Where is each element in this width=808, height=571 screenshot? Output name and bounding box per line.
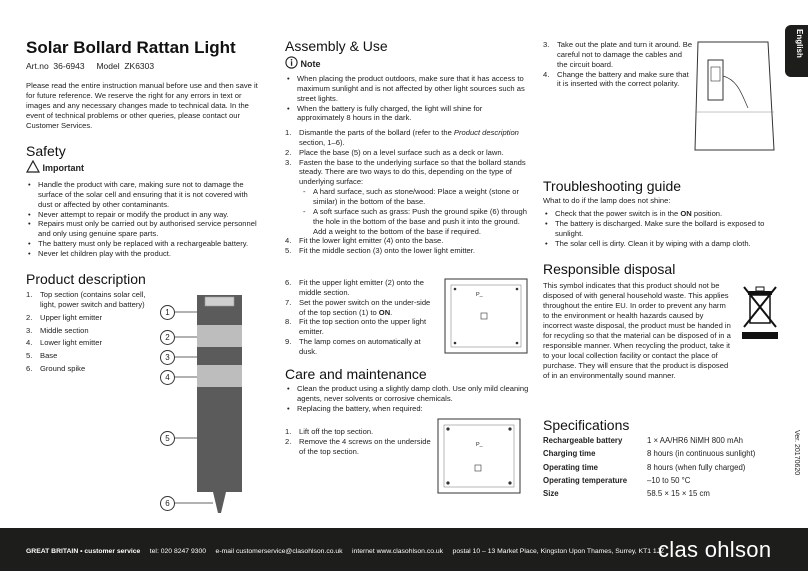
list-item: • Replacing the battery, when required: — [285, 404, 530, 414]
list-item: - A hard surface, such as stone/wood: Place a weight (stone or similar) in the bottom of the base. — [299, 187, 527, 207]
list-item: 5. Fit the middle section (3) onto the lower light emitter. — [285, 246, 476, 256]
list-item: 4. Lower light emitter — [26, 338, 103, 348]
battery-steps — [543, 40, 693, 89]
switch-diagram-label: P_ — [476, 292, 483, 298]
product-heading: Product description — [26, 271, 146, 287]
callout-3: 3 — [160, 350, 175, 365]
list-item: • When placing the product outdoors, make sure that it has access to maximum sunlight and is not affected by other light sources such as street lights. — [285, 74, 525, 104]
list-item: • Handle the product with care, making sure not to damage the surface of the solar cell and ensuring that it is not covered with dust or affected by other contaminants. — [26, 180, 262, 210]
list-item: 1. Dismantle the parts of the bollard (refer to the Product description section, 1–6). — [285, 128, 519, 147]
list-item: • Clean the product using a slightly damp cloth. Use only mild cleaning agents, never solvents or corrosive chemicals. — [285, 384, 530, 404]
footer-contact: GREAT BRITAIN • customer service tel: 020 8247 9300 e-mail customerservice@clasohlson.co.uk internet www.clasohlson.co.uk postal 10 – 13 Market Place, Kingston Upon Thames, Surrey, KT1 1JZ — [26, 548, 665, 555]
table-row: Size 58.5 × 15 × 15 cm — [543, 489, 710, 498]
specs-heading: Specifications — [543, 417, 630, 433]
care-heading: Care and maintenance — [285, 366, 427, 382]
list-item: • Repairs must only be carried out by authorised service personnel and only using genuine spare parts. — [26, 219, 262, 239]
table-row: Operating time 8 hours (when fully charged) — [543, 462, 746, 472]
language-label: English — [795, 29, 804, 58]
version-label: Ver. 20170620 — [793, 430, 800, 476]
assembly-heading: Assembly & Use — [285, 38, 388, 54]
list-item: 2. Upper light emitter — [26, 312, 103, 322]
list-item: • The battery is discharged. Make sure the bollard is exposed to sunlight. — [543, 219, 783, 239]
list-item: • When the battery is fully charged, the light will shine for approximately 8 hours in the dark. — [285, 104, 525, 124]
list-item: 7. Set the power switch on the under-side of the top section (1) to ON. — [285, 297, 431, 317]
intro-text: Please read the entire instruction manual before use and then save it for future reference. We reserve the right for any errors in text or images and any necessary changes made to technical data. In the event of technical problems or other queries, please contact our Customer Services. — [26, 81, 258, 131]
list-item: 4. Fit the lower light emitter (4) onto the base. — [285, 236, 444, 246]
callout-2: 2 — [160, 330, 175, 345]
list-item: • Never let children play with the product. — [26, 249, 262, 259]
trouble-intro: What to do if the lamp does not shine: — [543, 196, 671, 205]
care-list — [285, 384, 530, 414]
list-item: 3. Middle section — [26, 325, 89, 335]
warning-icon — [26, 160, 40, 173]
list-item: 6. Ground spike — [26, 364, 86, 374]
list-item: • The battery must only be replaced with a rechargeable battery. — [26, 239, 262, 249]
list-item: 1. Top section (contains solar cell, light, power switch and battery) — [26, 290, 146, 309]
assembly-steps-2 — [285, 278, 435, 357]
list-item: 3. Fasten the base to the underlying surface so that the bollard stands steady. There are two ways to do this, depending on the type of underlying surface: - A hard surface, such as stone/wood: Place a weight (stone or similar) in the bottom of the base. - A soft surface such as grass: Push the ground spike (6) through the hole in the bottom of the base and push it into the ground. Add a weight to the bottom of the base if required. — [285, 158, 527, 237]
safety-heading: Safety — [26, 143, 66, 159]
callout-1: 1 — [160, 305, 175, 320]
trouble-list — [543, 209, 783, 248]
list-item: 4. Change the battery and make sure that it is inserted with the correct polarity. — [543, 69, 689, 89]
table-row: Rechargeable battery 1 × AA/HR6 NiMH 800 mAh — [543, 436, 743, 445]
list-item: 6. Fit the upper light emitter (2) onto the middle section. — [285, 278, 424, 297]
safety-list — [26, 180, 262, 259]
list-item: 3. Take out the plate and turn it around. Be careful not to damage the cables and the circuit board. — [543, 40, 693, 69]
list-item: 8. Fit the top section onto the upper light emitter. — [285, 317, 427, 337]
assembly-steps — [285, 128, 527, 256]
important-label: Important — [26, 160, 84, 173]
list-item: • The solar cell is dirty. Clean it by wiping with a damp cloth. — [543, 239, 783, 249]
disposal-text: This symbol indicates that this product should not be disposed of with general household waste. This applies throughout the entire EU. In order to prevent any harm to the environment or health hazards caused by incorrect waste disposal, the product must be handed in for recycling so that the material can be disposed of in a responsible manner. When recycling the product, take it to your local collection facility or contact the place of purchase. They will ensure that the product is disposed of in an environmentally sound manner. — [543, 281, 731, 381]
bollard-illustration — [155, 285, 275, 515]
specs-table — [543, 434, 763, 500]
list-item: 5. Base — [26, 351, 58, 361]
list-item: 2. Place the base (5) on a level surface such as a deck or lawn. — [285, 147, 504, 157]
sub-list — [299, 187, 527, 236]
battery-illustration — [690, 40, 780, 165]
callout-5: 5 — [160, 431, 175, 446]
care-steps — [285, 427, 435, 457]
screws-diagram-label: P_ — [476, 442, 483, 448]
info-icon — [285, 56, 298, 69]
note-label: Note — [285, 56, 321, 69]
assembly-notes — [285, 74, 525, 123]
list-item: - A soft surface such as grass: Push the ground spike (6) through the hole in the bottom of the base and push it into the ground. Add a weight to the bottom of the base if required. — [299, 207, 527, 237]
article-meta: Art.no 36-6943 Model ZK6303 — [26, 61, 155, 71]
list-item: 2. Remove the 4 screws on the underside of the top section. — [285, 436, 431, 456]
language-tab — [785, 25, 808, 77]
list-item: 9. The lamp comes on automatically at dusk. — [285, 337, 421, 357]
weee-bin-icon — [740, 283, 780, 343]
callout-4: 4 — [160, 370, 175, 385]
switch-diagram — [444, 278, 528, 354]
list-item: • Check that the power switch is in the ON position. — [543, 209, 783, 219]
callout-6: 6 — [160, 496, 175, 511]
brand-logo: clas ohlson — [658, 537, 772, 562]
list-item: • Never attempt to repair or modify the product in any way. — [26, 210, 262, 220]
product-list — [26, 290, 146, 374]
disposal-heading: Responsible disposal — [543, 261, 676, 277]
screws-diagram — [437, 418, 521, 494]
trouble-heading: Troubleshooting guide — [543, 178, 682, 194]
list-item: 1. Lift off the top section. — [285, 427, 374, 436]
table-row: Charging time 8 hours (in continuous sunlight) — [543, 449, 756, 459]
table-row: Operating temperature –10 to 50 °C — [543, 475, 691, 485]
footer — [0, 528, 808, 571]
page-title: Solar Bollard Rattan Light — [26, 38, 236, 57]
